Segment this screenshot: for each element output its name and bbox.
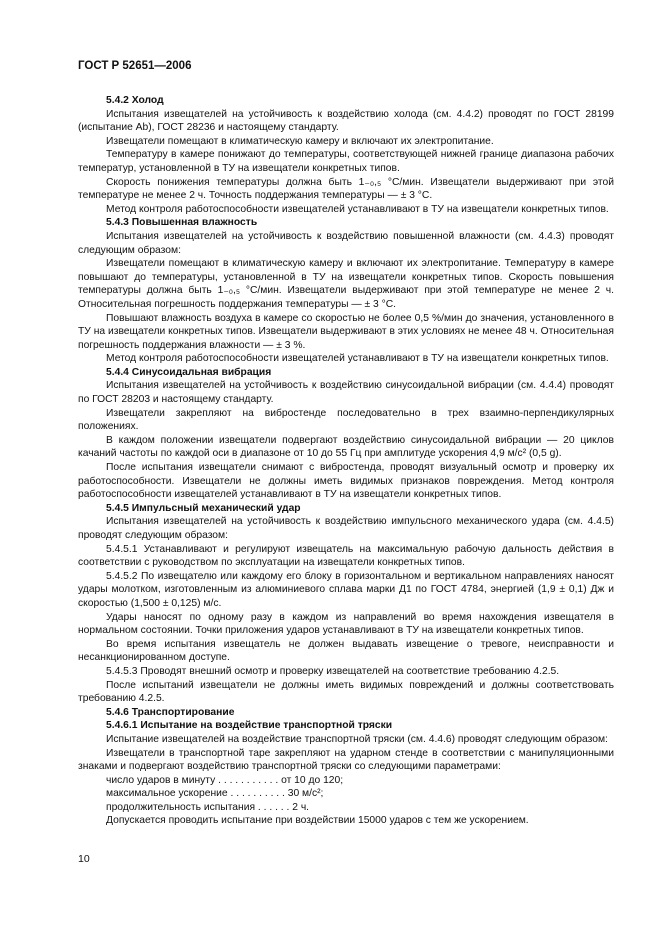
paragraph: Повышают влажность воздуха в камере со скоростью не более 0,5 %/мин до значения, установленного в ТУ на извещатели конкретных типов. Извещатели выдерживают в этих условиях не менее 48 ч. Относительная погрешность поддержания влажности — ± 3 %.: [78, 312, 614, 351]
parameter-line: максимальное ускорение . . . . . . . . . . 30 м/с²;: [106, 788, 324, 800]
paragraph: Испытания извещателей на устойчивость к воздействию импульсного механического удара (см. 4.4.5) проводят следующим образом:: [78, 516, 614, 541]
section-heading: 5.4.6.1 Испытание на воздействие транспортной тряски: [106, 720, 393, 732]
page-number: 10: [78, 853, 90, 865]
paragraph: Испытания извещателей на устойчивость к воздействию синусоидальной вибрации (см. 4.4.4) проводят по ГОСТ 28203 и настоящему стандарту.: [78, 380, 614, 406]
paragraph: Метод контроля работоспособности извещателей устанавливают в ТУ на извещатели конкретных типов.: [106, 353, 609, 365]
paragraph: 5.4.5.2 По извещателю или каждому его блоку в горизонтальном и вертикальном направлениях наносят удары молотком, изготовленным из алюминиевого сплава марки Д1 по ГОСТ 4784, энергией (1,9 ± 0,1) Дж и скоростью (1,500 ± 0,125) м/с.: [78, 570, 614, 609]
paragraph: Извещатели в транспортной таре закрепляют на ударном стенде в соответствии с манипуляционными знаками и подвергают воздействию транспортной тряски со следующими параметрами:: [78, 747, 614, 773]
paragraph: Извещатели закрепляют на вибростенде последовательно в трех взаимно-перпендикулярных положениях.: [78, 407, 614, 433]
section-heading: 5.4.4 Синусоидальная вибрация: [106, 366, 272, 378]
paragraph: 5.4.5.1 Устанавливают и регулируют извещатель на максимальную рабочую дальность действия в соответствии с руководством по эксплуатации на извещатели конкретных типов.: [78, 543, 614, 569]
document-body: [78, 94, 614, 828]
paragraph: Метод контроля работоспособности извещателей устанавливают в ТУ на извещатели конкретных типов.: [106, 203, 609, 215]
paragraph: Во время испытания извещатель не должен выдавать извещение о тревоге, неисправности и несанкционированном доступе.: [78, 638, 614, 664]
paragraph: После испытаний извещатели не должны иметь видимых повреждений и должны соответствовать требованию 4.2.5.: [78, 679, 614, 705]
paragraph: Удары наносят по одному разу в каждом из направлений во время нахождения извещателя в нормальном состоянии. Точки приложения ударов устанавливают в ТУ на извещатели конкретных типов.: [78, 611, 614, 637]
parameter-line: число ударов в минуту . . . . . . . . . . . от 10 до 120;: [106, 774, 344, 786]
section-heading: 5.4.6 Транспортирование: [106, 706, 235, 718]
paragraph: Испытания извещателей на устойчивость к воздействию повышенной влажности (см. 4.4.3) проводят следующим образом:: [78, 230, 614, 256]
paragraph: Температуру в камере понижают до температуры, соответствующей нижней границе диапазона рабочих температур, установленной в ТУ на извещатели конкретных типов.: [78, 149, 614, 174]
paragraph: Допускается проводить испытание при воздействии 15000 ударов с тем же ускорением.: [106, 815, 529, 827]
paragraph: Извещатели помещают в климатическую камеру и включают их электропитание.: [106, 135, 494, 147]
paragraph: После испытания извещатели снимают с вибростенда, проводят визуальный осмотр и проверку их работоспособности. Извещатели не должны иметь видимых признаков повреждения. Метод контроля работоспособности извещателей устанавливают в ТУ на извещатели конкретных типов.: [78, 462, 614, 501]
paragraph: Испытания извещателей на устойчивость к воздействию холода (см. 4.4.2) проводят по ГОСТ 28199 (испытание Ab), ГОСТ 28236 и настоящему стандарту.: [78, 108, 614, 134]
paragraph: 5.4.5.3 Проводят внешний осмотр и проверку извещателей на соответствие требованию 4.2.5.: [106, 665, 560, 677]
paragraph: В каждом положении извещатели подвергают воздействию синусоидальной вибрации — 20 циклов качаний частоты по каждой оси в диапазоне от 10 до 55 Гц при амплитуде ускорения 4,9 м/с² (0,5 g).: [78, 434, 614, 460]
section-heading: 5.4.2 Холод: [106, 95, 164, 106]
paragraph: Испытание извещателей на воздействие транспортной тряски (см. 4.4.6) проводят следующим образом:: [106, 733, 608, 745]
section-heading: 5.4.3 Повышенная влажность: [106, 217, 258, 229]
section-heading: 5.4.5 Импульсный механический удар: [106, 502, 301, 514]
parameter-line: продолжительность испытания . . . . . . 2 ч.: [106, 801, 310, 813]
paragraph: Скорость понижения температуры должна быть 1₋₀,₅ °С/мин. Извещатели выдерживают при этой температуре не менее 2 ч. Точность поддержания температуры — ± 3 °С.: [78, 176, 614, 202]
document-header: ГОСТ Р 52651—2006: [78, 60, 192, 72]
paragraph: Извещатели помещают в климатическую камеру и включают их электропитание. Температуру в камере повышают до температуры, установленной в ТУ на извещатели конкретных типов. Скорость повышения температуры должна быть 1₋₀,₅ °С/мин. Извещатели выдерживают при этой температуре не менее 2 ч. Относительная погрешность поддержания температуры — ± 3 °С.: [78, 258, 614, 310]
